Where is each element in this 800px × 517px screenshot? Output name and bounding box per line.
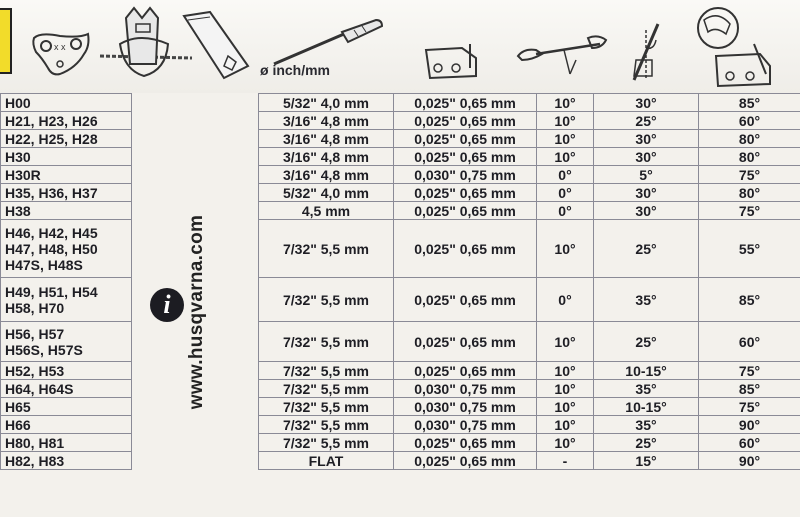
filing-angle-cell: 25° — [594, 322, 699, 362]
table-row — [1, 148, 800, 166]
model-cell: H49, H51, H54 H58, H70 — [1, 278, 132, 322]
website-label: www.husqvarna.com — [186, 214, 207, 410]
cutter-angle-cell: 90° — [699, 452, 800, 470]
chain-gauge-icon — [422, 40, 482, 86]
table-row — [1, 362, 800, 380]
table-row — [1, 278, 800, 322]
table-row — [1, 452, 800, 470]
depth-gauge-cell: 0,030" 0,75 mm — [394, 380, 537, 398]
file-diameter-cell: 3/16" 4,8 mm — [259, 130, 394, 148]
model-cell: H35, H36, H37 — [1, 184, 132, 202]
model-cell: H22, H25, H28 — [1, 130, 132, 148]
model-cell: H38 — [1, 202, 132, 220]
blank-cell — [132, 416, 259, 434]
table-row — [1, 322, 800, 362]
cutter-angle-cell: 80° — [699, 130, 800, 148]
blank-cell — [132, 434, 259, 452]
top-plate-angle-cell: 10° — [537, 220, 594, 278]
top-plate-angle-cell: 10° — [537, 380, 594, 398]
depth-gauge-cell: 0,025" 0,65 mm — [394, 148, 537, 166]
model-cell: H00 — [1, 94, 132, 112]
blank-cell — [132, 94, 259, 112]
file-diameter-cell: 3/16" 4,8 mm — [259, 148, 394, 166]
table-row — [1, 112, 800, 130]
table-row — [1, 416, 800, 434]
model-cell: H52, H53 — [1, 362, 132, 380]
file-diameter-cell: 7/32" 5,5 mm — [259, 362, 394, 380]
top-plate-angle-cell: 0° — [537, 184, 594, 202]
cutter-angle-cell: 85° — [699, 278, 800, 322]
file-angle-icon — [514, 30, 610, 78]
cutter-angle-cell: 55° — [699, 220, 800, 278]
filing-angle-cell: 35° — [594, 416, 699, 434]
blank-cell — [132, 184, 259, 202]
model-cell: H64, H64S — [1, 380, 132, 398]
depth-gauge-cell: 0,030" 0,75 mm — [394, 166, 537, 184]
top-plate-angle-cell: 10° — [537, 416, 594, 434]
model-cell: H65 — [1, 398, 132, 416]
depth-gauge-cell: 0,025" 0,65 mm — [394, 130, 537, 148]
depth-gauge-cell: 0,025" 0,65 mm — [394, 434, 537, 452]
top-plate-angle-cell: 10° — [537, 112, 594, 130]
cutter-angle-cell: 80° — [699, 148, 800, 166]
filing-angle-cell: 15° — [594, 452, 699, 470]
depth-gauge-cell: 0,030" 0,75 mm — [394, 416, 537, 434]
filing-angle-cell: 25° — [594, 112, 699, 130]
cutter-angle-cell: 60° — [699, 434, 800, 452]
model-cell: H30 — [1, 148, 132, 166]
top-plate-angle-cell: 10° — [537, 148, 594, 166]
depth-gauge-cell: 0,025" 0,65 mm — [394, 362, 537, 380]
blank-cell — [132, 112, 259, 130]
filing-angle-cell: 10-15° — [594, 398, 699, 416]
cutter-angle-cell: 90° — [699, 416, 800, 434]
depth-gauge-cell: 0,025" 0,65 mm — [394, 278, 537, 322]
yellow-marker — [0, 8, 12, 74]
cutter-angle-cell: 85° — [699, 94, 800, 112]
table-row — [1, 434, 800, 452]
model-cell: H82, H83 — [1, 452, 132, 470]
file-diameter-cell: 7/32" 5,5 mm — [259, 434, 394, 452]
file-diameter-cell: 5/32" 4,0 mm — [259, 94, 394, 112]
table-row — [1, 94, 800, 112]
cutter-angle-cell: 60° — [699, 322, 800, 362]
filing-angle-cell: 10-15° — [594, 362, 699, 380]
blank-cell — [132, 166, 259, 184]
cutter-angle-icon — [690, 4, 774, 90]
top-plate-angle-cell: 10° — [537, 434, 594, 452]
file-diameter-cell: 7/32" 5,5 mm — [259, 380, 394, 398]
tool-header — [0, 0, 800, 93]
depth-gauge-cell: 0,025" 0,65 mm — [394, 94, 537, 112]
table-body — [1, 94, 800, 470]
top-plate-angle-cell: 10° — [537, 362, 594, 380]
top-plate-angle-cell: 10° — [537, 94, 594, 112]
cutter-angle-cell: 80° — [699, 184, 800, 202]
cutter-angle-cell: 75° — [699, 166, 800, 184]
file-diameter-cell: 3/16" 4,8 mm — [259, 112, 394, 130]
file-diameter-cell: FLAT — [259, 452, 394, 470]
filing-angle-cell: 35° — [594, 278, 699, 322]
svg-text:x x: x x — [54, 42, 66, 52]
cutter-angle-cell: 75° — [699, 202, 800, 220]
chain-sharpening-table — [0, 93, 800, 470]
file-diameter-cell: 7/32" 5,5 mm — [259, 322, 394, 362]
top-plate-angle-cell: 10° — [537, 130, 594, 148]
filing-angle-cell: 30° — [594, 184, 699, 202]
file-diameter-cell: 7/32" 5,5 mm — [259, 416, 394, 434]
top-plate-angle-cell: 10° — [537, 322, 594, 362]
top-plate-angle-cell: 0° — [537, 166, 594, 184]
depth-gauge-cell: 0,025" 0,65 mm — [394, 202, 537, 220]
filing-angle-icon — [624, 20, 672, 86]
blank-cell — [132, 130, 259, 148]
filing-angle-cell: 30° — [594, 202, 699, 220]
table-row — [1, 166, 800, 184]
depth-gauge-cell: 0,025" 0,65 mm — [394, 452, 537, 470]
table-row — [1, 398, 800, 416]
filing-angle-cell: 25° — [594, 434, 699, 452]
model-cell: H66 — [1, 416, 132, 434]
depth-gauge-cell: 0,025" 0,65 mm — [394, 184, 537, 202]
cutter-angle-cell: 75° — [699, 362, 800, 380]
depth-gauge-tool-icon — [30, 28, 92, 80]
depth-gauge-cell: 0,025" 0,65 mm — [394, 220, 537, 278]
cutter-angle-cell: 60° — [699, 112, 800, 130]
cutter-angle-cell: 75° — [699, 398, 800, 416]
top-plate-angle-cell: 0° — [537, 278, 594, 322]
depth-gauge-cell: 0,025" 0,65 mm — [394, 322, 537, 362]
filing-angle-cell: 25° — [594, 220, 699, 278]
table-row — [1, 202, 800, 220]
model-cell: H30R — [1, 166, 132, 184]
filing-angle-cell: 30° — [594, 148, 699, 166]
model-cell: H56, H57 H56S, H57S — [1, 322, 132, 362]
depth-gauge-cell: 0,025" 0,65 mm — [394, 112, 537, 130]
filing-angle-cell: 5° — [594, 166, 699, 184]
top-plate-angle-cell: - — [537, 452, 594, 470]
table-row — [1, 380, 800, 398]
filing-angle-cell: 30° — [594, 94, 699, 112]
table-row — [1, 220, 800, 278]
info-icon — [150, 288, 184, 322]
depth-gauge-cell: 0,030" 0,75 mm — [394, 398, 537, 416]
blank-cell — [132, 148, 259, 166]
top-plate-angle-cell: 10° — [537, 398, 594, 416]
filing-angle-cell: 35° — [594, 380, 699, 398]
file-diameter-cell: 7/32" 5,5 mm — [259, 278, 394, 322]
file-diameter-cell: 7/32" 5,5 mm — [259, 220, 394, 278]
file-diameter-cell: 4,5 mm — [259, 202, 394, 220]
info-badge: i — [150, 288, 184, 322]
table-row — [1, 184, 800, 202]
file-diameter-cell: 5/32" 4,0 mm — [259, 184, 394, 202]
model-cell: H46, H42, H45 H47, H48, H50 H47S, H48S — [1, 220, 132, 278]
unit-label: ø inch/mm — [260, 62, 331, 78]
model-cell: H21, H23, H26 — [1, 112, 132, 130]
table-row — [1, 130, 800, 148]
file-diameter-cell: 7/32" 5,5 mm — [259, 398, 394, 416]
model-cell: H80, H81 — [1, 434, 132, 452]
top-plate-angle-cell: 0° — [537, 202, 594, 220]
filing-angle-cell: 30° — [594, 130, 699, 148]
cutter-angle-cell: 85° — [699, 380, 800, 398]
blank-cell — [132, 452, 259, 470]
file-diameter-cell: 3/16" 4,8 mm — [259, 166, 394, 184]
flat-file-icon — [176, 8, 256, 86]
